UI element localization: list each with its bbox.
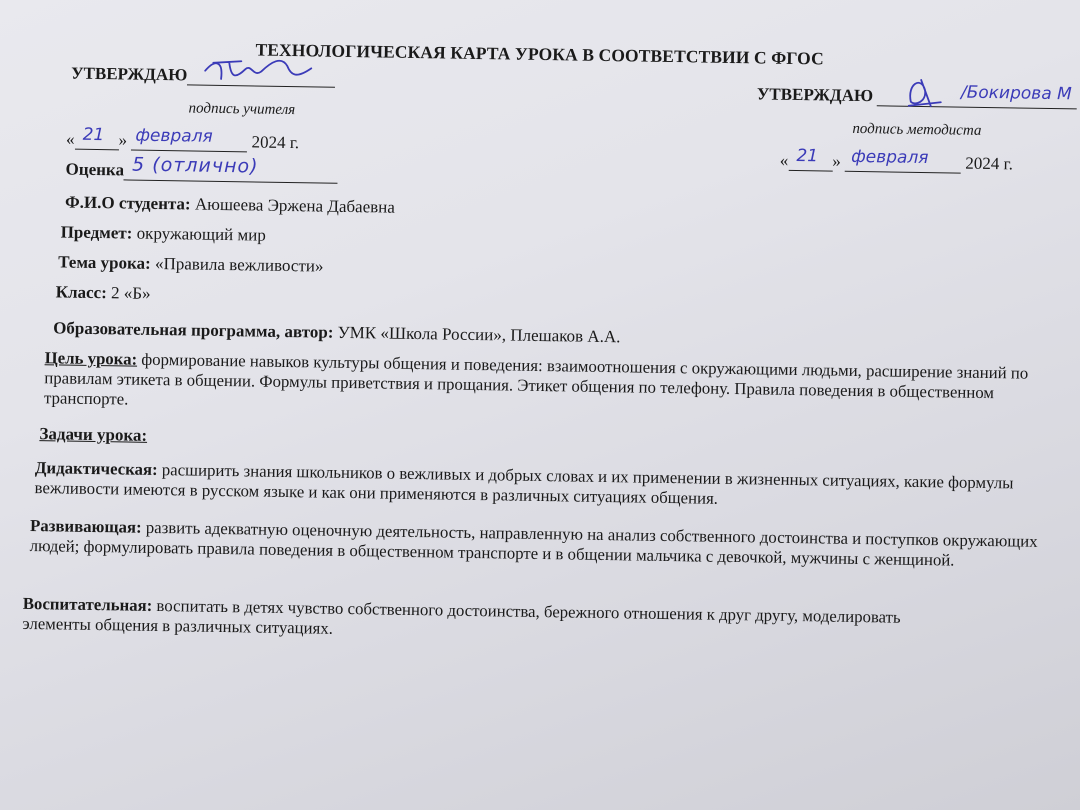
program-value: УМК «Школа России», Плешаков А.А. (337, 322, 621, 347)
date-left-year: 2024 г. (251, 132, 300, 153)
task-educational (22, 594, 953, 649)
date-left-day-line (74, 124, 118, 151)
goal-paragraph (44, 348, 1035, 424)
date-right-day-line (788, 145, 832, 172)
goal-label: Цель урока: (44, 348, 138, 369)
task-developing-label: Развивающая: (29, 516, 142, 537)
task-educational-text: воспитать в детях чувство собственного достоинства, бережного отношения к друг другу, моделировать элементы общения в различных ситуациях. (22, 596, 901, 638)
date-right: « 21 » февраля 2024 г. (779, 145, 1014, 174)
grade-line (124, 153, 338, 183)
date-right-year: 2024 г. (965, 153, 1014, 174)
student-label: Ф.И.О студента: (64, 192, 191, 214)
subject-row (60, 222, 265, 245)
class-row (56, 282, 151, 303)
methodist-name: /Бокирова М (960, 82, 1072, 105)
task-didactic (34, 458, 1045, 514)
task-educational-label: Воспитательная: (22, 593, 153, 615)
grade-value: 5 (отлично) (131, 153, 259, 178)
methodist-signature (901, 72, 952, 113)
approve-left-label: УТВЕРЖДАЮ (71, 63, 188, 85)
document-title: ТЕХНОЛОГИЧЕСКАЯ КАРТА УРОКА В СООТВЕТСТВИИ С ФГОС (255, 39, 824, 69)
task-didactic-label: Дидактическая: (34, 458, 158, 480)
date-left-month: февраля (135, 125, 213, 147)
approve-right-label: УТВЕРЖДАЮ (756, 84, 874, 106)
task-didactic-text: расширить знания школьников о вежливых и добрых словах и их применении в жизненных ситуациях, какие формулы вежливости имеются в русском языке и как они применяются в различных ситуациях общения. (34, 460, 1014, 508)
date-right-month: февраля (851, 146, 929, 169)
tasks-heading: Задачи урока: (39, 424, 148, 445)
grade-row (65, 153, 338, 184)
date-right-day: 21 (796, 145, 819, 167)
date-right-month-line (845, 146, 961, 174)
student-row (65, 193, 395, 218)
date-left: « 21 » февраля 2024 г. (65, 124, 300, 153)
teacher-signature (201, 53, 322, 95)
date-left-day: 21 (82, 124, 105, 146)
tasks-heading-row (39, 424, 147, 446)
topic-value: «Правила вежливости» (154, 253, 324, 276)
topic-label: Тема урока: (58, 252, 151, 273)
grade-label: Оценка (65, 159, 125, 180)
class-label: Класс: (55, 282, 107, 303)
task-developing (30, 516, 1047, 572)
subject-value: окружающий мир (136, 223, 266, 245)
student-value: Аюшеева Эржена Дабаевна (194, 194, 396, 217)
date-left-month-line (131, 125, 247, 153)
task-developing-text: развить адекватную оценочную деятельность, направленную на анализ собственного достоинства и поступков окружающих людей; формулировать правила поведения в общественном транспорте и в общении мальчика с девочкой, мужчины с женщиной. (29, 517, 1038, 570)
program-label: Образовательная программа, автор: (53, 318, 334, 342)
class-value: 2 «Б» (110, 283, 151, 303)
goal-text: формирование навыков культуры общения и поведения: взаимоотношения с окружающими людьми, расширение знаний по правилам этикета в общении. Формулы приветствия и прощания. Этикет общения по телефону. Правила поведения в общественном транспорте. (43, 349, 1029, 409)
teacher-signature-caption: подпись учителя (188, 100, 296, 119)
subject-label: Предмет: (60, 222, 133, 243)
program-row (53, 318, 621, 347)
methodist-signature-caption: подпись методиста (852, 120, 982, 139)
topic-row (58, 252, 324, 276)
